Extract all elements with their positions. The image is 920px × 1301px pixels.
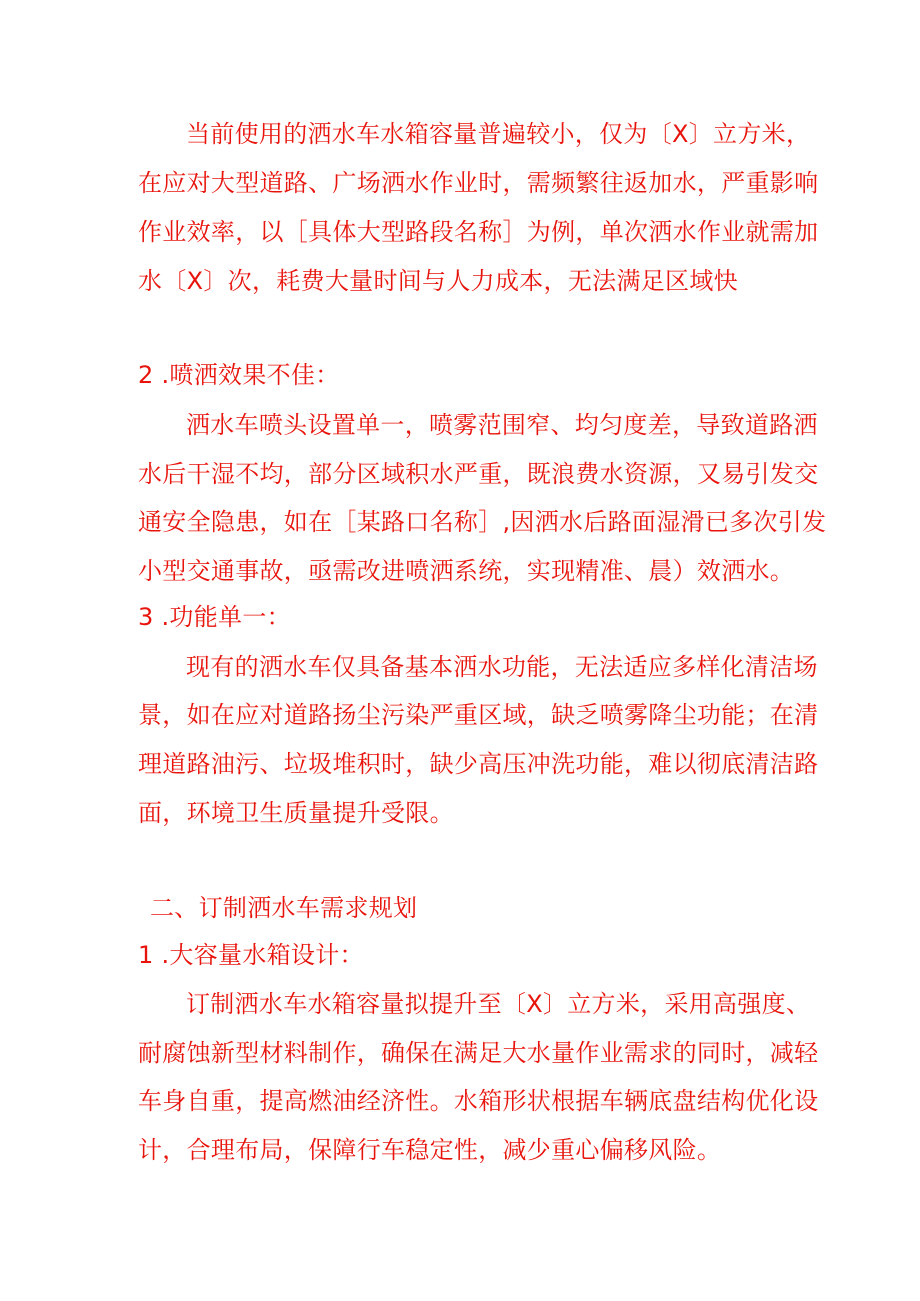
paragraph-line: 在应对大型道路、广场洒水作业时，需频繁往返加水，严重影响 — [138, 169, 819, 197]
paragraph-line: 洒水车喷头设置单一，喷雾范围窄、均匀度差，导致道路洒 — [186, 411, 818, 439]
paragraph-line: 景，如在应对道路扬尘污染严重区域，缺乏喷雾降尘功能；在清 — [138, 701, 819, 729]
paragraph-line: 水后干湿不均，部分区域积水严重，既浪费水资源，又易引发交 — [138, 460, 819, 488]
paragraph-line: 车身自重，提高燃油经济性。水箱形状根据车辆底盘结构优化设 — [138, 1087, 819, 1115]
paragraph-line: 耐腐蚀新型材料制作，确保在满足大水量作业需求的同时，减轻 — [138, 1039, 819, 1067]
item-heading: 3 .功能单一： — [138, 603, 291, 631]
paragraph-line: 订制洒水车水箱容量拟提升至〔X〕立方米，采用高强度、 — [186, 990, 811, 1018]
paragraph-line: 水〔X〕次，耗费大量时间与人力成本，无法满足区域快 — [138, 267, 738, 295]
paragraph-line: 计，合理布局，保障行车稳定性，减少重心偏移风险。 — [138, 1136, 722, 1164]
paragraph-line: 现有的洒水车仅具备基本洒水功能，无法适应多样化清洁场 — [186, 653, 818, 681]
item-heading: 1 .大容量水箱设计： — [138, 941, 364, 969]
paragraph-line: 小型交通事故，亟需改进喷洒系统，实现精准、晨）效洒水。 — [138, 557, 795, 585]
paragraph-line: 面，环境卫生质量提升受限。 — [138, 799, 454, 827]
paragraph-line: 通安全隐患，如在［某路口名称］,因洒水后路面湿滑已多次引发 — [138, 508, 827, 536]
paragraph-line: 理道路油污、垃圾堆积时，缺少高压冲洗功能，难以彻底清洁路 — [138, 750, 819, 778]
item-heading: 2 .喷洒效果不佳： — [138, 361, 340, 389]
paragraph-line: 当前使用的洒水车水箱容量普遍较小，仅为〔X〕立方米， — [186, 120, 811, 148]
paragraph-line: 作业效率，以［具体大型路段名称］为例，单次洒水作业就需加 — [138, 218, 819, 246]
section-title: 二、订制洒水车需求规划 — [150, 894, 418, 922]
